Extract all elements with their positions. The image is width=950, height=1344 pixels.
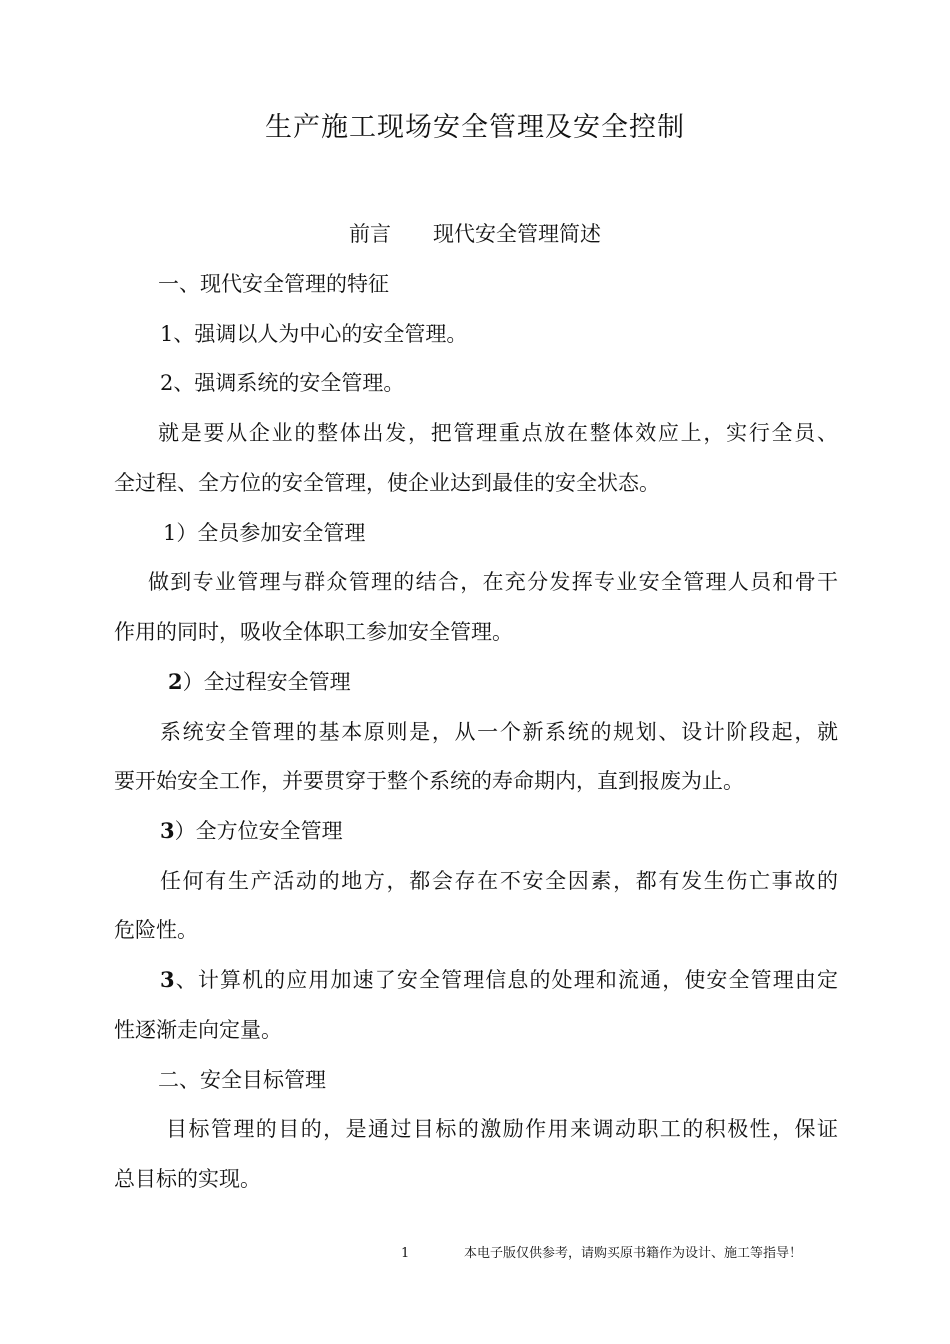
paragraph-line: 总目标的实现。	[114, 1167, 261, 1191]
paragraph-text: 、计算机的应用加速了安全管理信息的处理和流通，使安全管理由定	[174, 968, 838, 992]
paragraph-line: 做到专业管理与群众管理的结合，在充分发挥专业安全管理人员和骨干	[148, 570, 838, 594]
list-number: 3	[160, 967, 175, 992]
paragraph-line: 系统安全管理的基本原则是，从一个新系统的规划、设计阶段起，就	[160, 720, 838, 744]
sub-heading-number: 2	[168, 669, 183, 694]
document-title: 生产施工现场安全管理及安全控制	[265, 112, 685, 143]
paragraph-line: 危险性。	[114, 918, 198, 942]
paragraph-line: 性逐渐走向定量。	[114, 1018, 282, 1042]
sub-heading-2	[168, 666, 351, 698]
sub-heading-1: 1）全员参加安全管理	[163, 521, 366, 545]
paragraph-line	[160, 964, 838, 996]
paragraph-line: 目标管理的目的，是通过目标的激励作用来调动职工的积极性，保证	[166, 1117, 838, 1141]
document-subtitle: 前言 现代安全管理简述	[349, 222, 601, 246]
paragraph-line: 全过程、全方位的安全管理，使企业达到最佳的安全状态。	[114, 471, 660, 495]
list-item-2: 2、强调系统的安全管理。	[160, 371, 405, 395]
sub-heading-3	[160, 815, 343, 847]
footer-notice: 本电子版仅供参考，请购买原书籍作为设计、施工等指导！	[464, 1246, 803, 1261]
section-heading-1: 一、现代安全管理的特征	[158, 272, 389, 296]
page-number: 1	[401, 1246, 410, 1261]
paragraph-line: 作用的同时，吸收全体职工参加安全管理。	[114, 620, 513, 644]
paragraph-line: 就是要从企业的整体出发，把管理重点放在整体效应上，实行全员、	[158, 421, 838, 445]
paragraph-line: 要开始安全工作，并要贯穿于整个系统的寿命期内，直到报废为止。	[114, 769, 744, 793]
paragraph-line: 任何有生产活动的地方，都会存在不安全因素，都有发生伤亡事故的	[160, 869, 838, 893]
sub-heading-text: ）全过程安全管理	[182, 670, 351, 694]
list-item-1: 1、强调以人为中心的安全管理。	[160, 322, 468, 346]
section-heading-2: 二、安全目标管理	[158, 1068, 326, 1092]
sub-heading-number: 3	[160, 818, 175, 843]
sub-heading-text: ）全方位安全管理	[174, 819, 343, 843]
